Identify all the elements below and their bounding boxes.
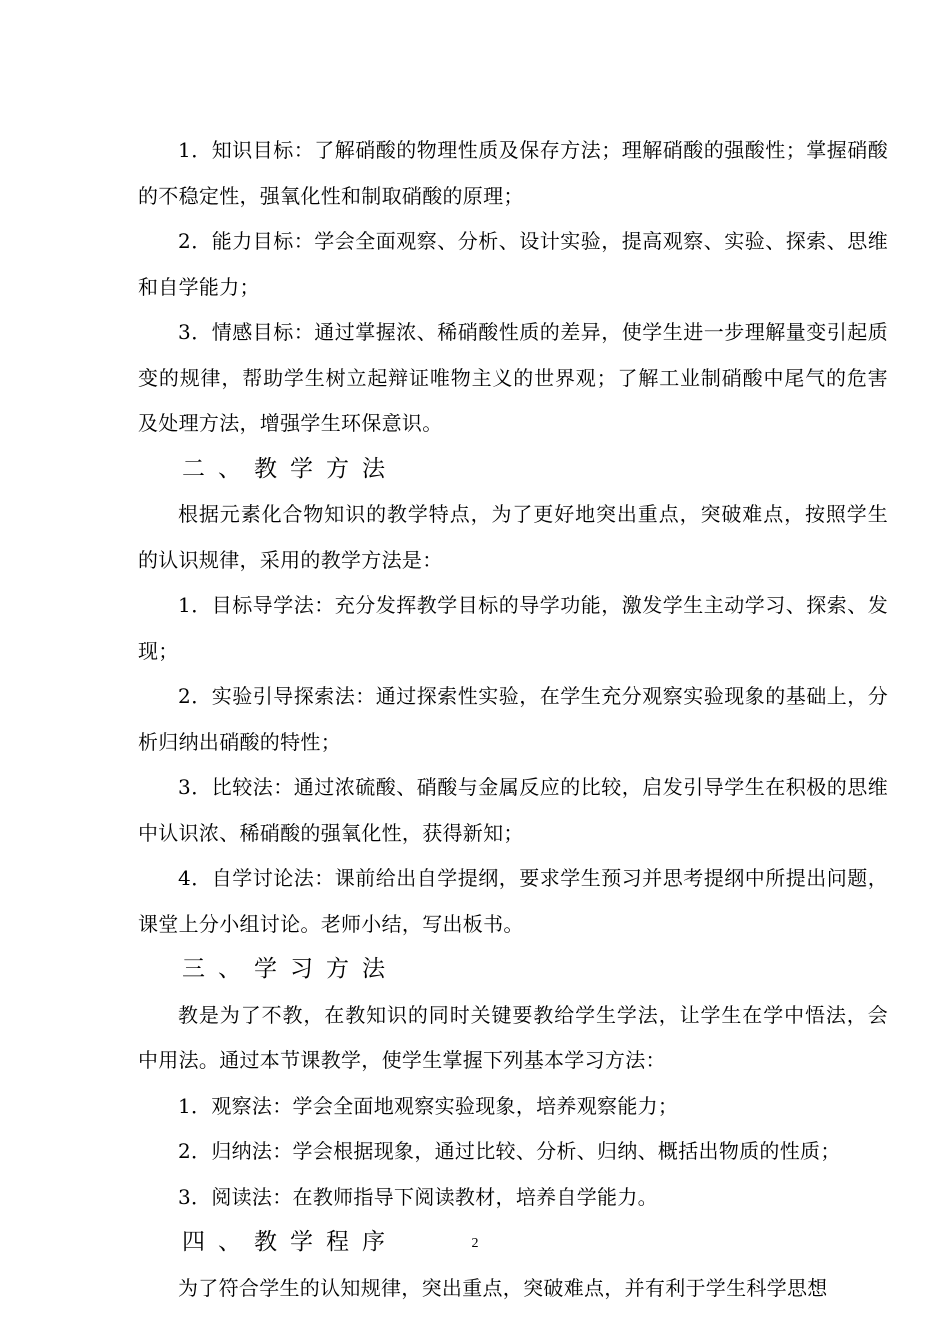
learning-method-reading: 3．阅读法：在教师指导下阅读教材，培养自学能力。: [178, 1184, 658, 1209]
section-heading-teaching-methods: 二、教学方法: [182, 455, 398, 482]
teaching-procedure-intro: 为了符合学生的认知规律，突出重点，突破难点，并有利于学生科学思想: [178, 1275, 828, 1300]
method-comparison: 3．比较法：通过浓硫酸、硝酸与金属反应的比较，启发引导学生在积极的思维中认识浓、稀硝酸的强氧化性，获得新知；: [138, 775, 888, 845]
objective-ability: 2．能力目标：学会全面观察、分析、设计实验，提高观察、实验、探索、思维和自学能力；: [138, 229, 888, 299]
method-experiment-guided: 2．实验引导探索法：通过探索性实验，在学生充分观察实验现象的基础上，分析归纳出硝酸的特性；: [138, 684, 888, 754]
page-number: 2: [471, 1236, 479, 1251]
document-body: [138, 128, 888, 1311]
learning-methods-intro: 教是为了不教，在教知识的同时关键要教给学生学法，让学生在学中悟法，会中用法。通过本节课教学，使学生掌握下列基本学习方法：: [138, 1002, 888, 1072]
objective-emotion: 3．情感目标：通过掌握浓、稀硝酸性质的差异，使学生进一步理解量变引起质变的规律，帮助学生树立起辩证唯物主义的世界观；了解工业制硝酸中尾气的危害及处理方法，增强学生环保意识。: [138, 320, 888, 435]
learning-method-induction: 2．归纳法：学会根据现象，通过比较、分析、归纳、概括出物质的性质；: [178, 1139, 841, 1163]
teaching-methods-intro: 根据元素化合物知识的教学特点，为了更好地突出重点，突破难点，按照学生的认识规律，采用的教学方法是：: [138, 502, 888, 572]
learning-method-observation: 1．观察法：学会全面地观察实验现象，培养观察能力；: [178, 1093, 679, 1118]
objective-knowledge: 1．知识目标：了解硝酸的物理性质及保存方法；理解硝酸的强酸性；掌握硝酸的不稳定性，强氧化性和制取硝酸的原理；: [138, 138, 888, 208]
method-self-study-discussion: 4．自学讨论法：课前给出自学提纲，要求学生预习并思考提纲中所提出问题，课堂上分小组讨论。老师小结，写出板书。: [138, 866, 888, 936]
section-heading-teaching-procedure: 四、教学程序: [182, 1229, 398, 1255]
section-heading-learning-methods: 三、学习方法: [182, 956, 398, 982]
method-goal-guided: 1．目标导学法：充分发挥教学目标的导学功能，激发学生主动学习、探索、发现；: [138, 593, 888, 663]
